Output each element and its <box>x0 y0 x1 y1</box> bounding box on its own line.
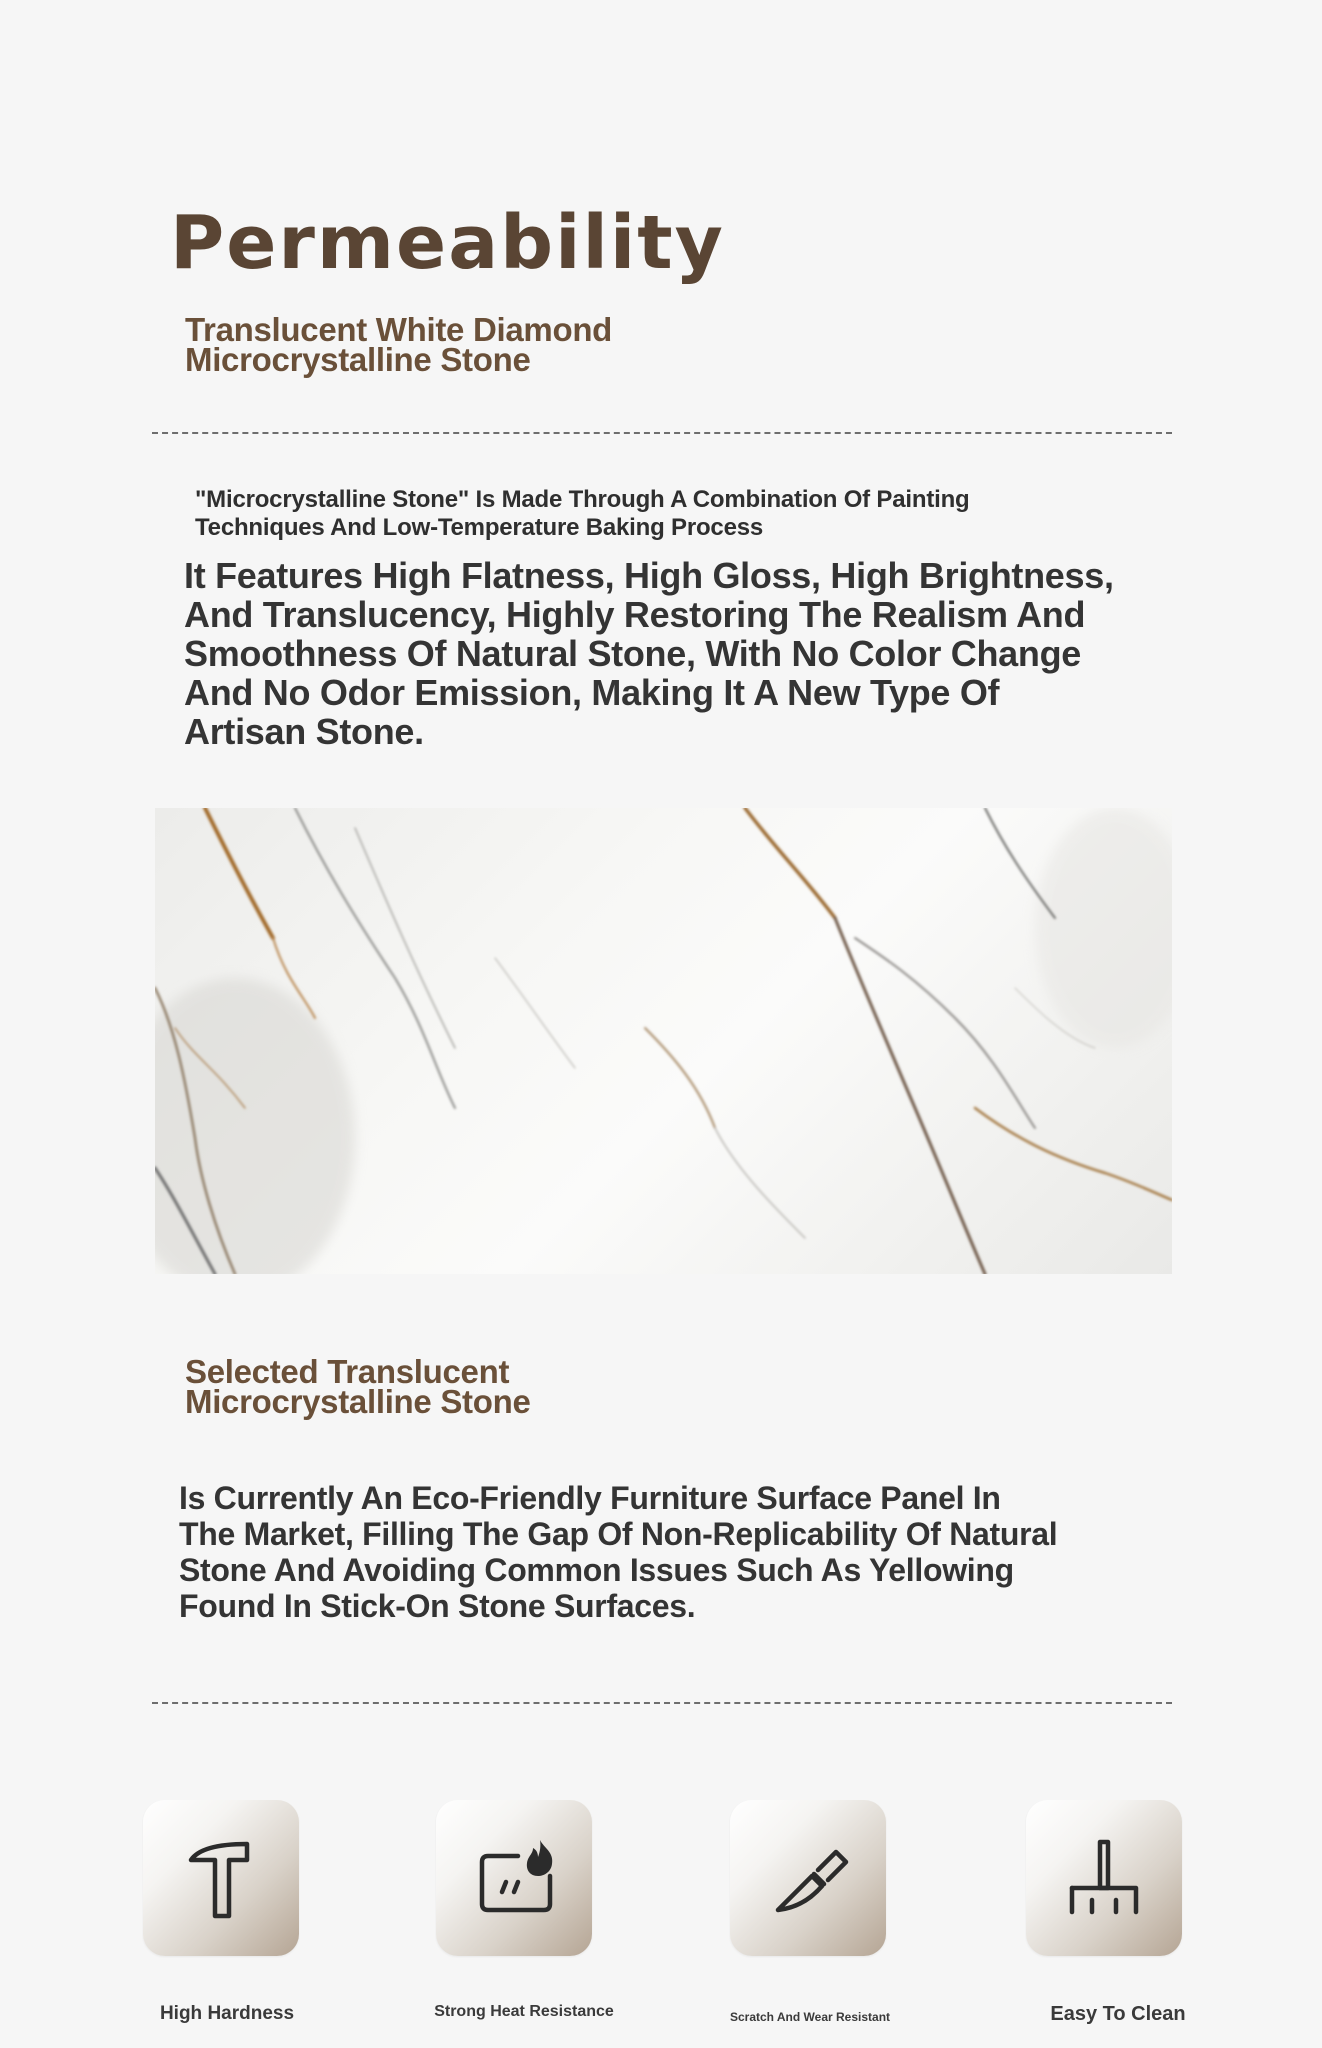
feature-tile-heat <box>436 1800 592 1956</box>
feature-label-clean: Easy To Clean <box>1050 2003 1186 2025</box>
feature-label-heat: Strong Heat Resistance <box>434 2003 614 2020</box>
brush-icon <box>1056 1830 1152 1926</box>
product-subtitle: Translucent White Diamond Microcrystalline Stone <box>185 311 613 378</box>
feature-tile-hardness <box>143 1800 299 1956</box>
intro-line: "Microcrystalline Stone" Is Made Through A Combination Of Painting Techniques And Low-Temperature Baking Process <box>195 486 970 541</box>
bottom-divider <box>152 1702 1172 1704</box>
heat-panel-icon <box>466 1830 562 1926</box>
hammer-icon <box>173 1830 269 1926</box>
feature-tile-clean <box>1026 1800 1182 1956</box>
feature-label-hardness: High Hardness <box>159 2003 295 2024</box>
section-subtitle: Selected Translucent Microcrystalline Stone <box>185 1353 531 1420</box>
feature-label-scratch: Scratch And Wear Resistant <box>729 2010 891 2024</box>
lead-paragraph: It Features High Flatness, High Gloss, High Brightness, And Translucency, Highly Restoring The Realism And Smoothness Of Natural Stone, With No Color Change And No Odor Emission, Making It A New Type Of Artisan Stone. <box>184 555 1114 752</box>
marble-veins <box>155 808 1172 1274</box>
section-body: Is Currently An Eco-Friendly Furniture Surface Panel In The Market, Filling The Gap Of Non-Replicability Of Natural Stone And Avoiding Common Issues Such As Yellowing Found In Stick-On Stone Surfaces. <box>179 1480 1058 1624</box>
feature-tile-scratch <box>730 1800 886 1956</box>
knife-icon <box>760 1830 856 1926</box>
marble-texture-image <box>155 808 1172 1274</box>
page-title: Permeability <box>170 200 725 286</box>
top-divider <box>152 432 1172 434</box>
